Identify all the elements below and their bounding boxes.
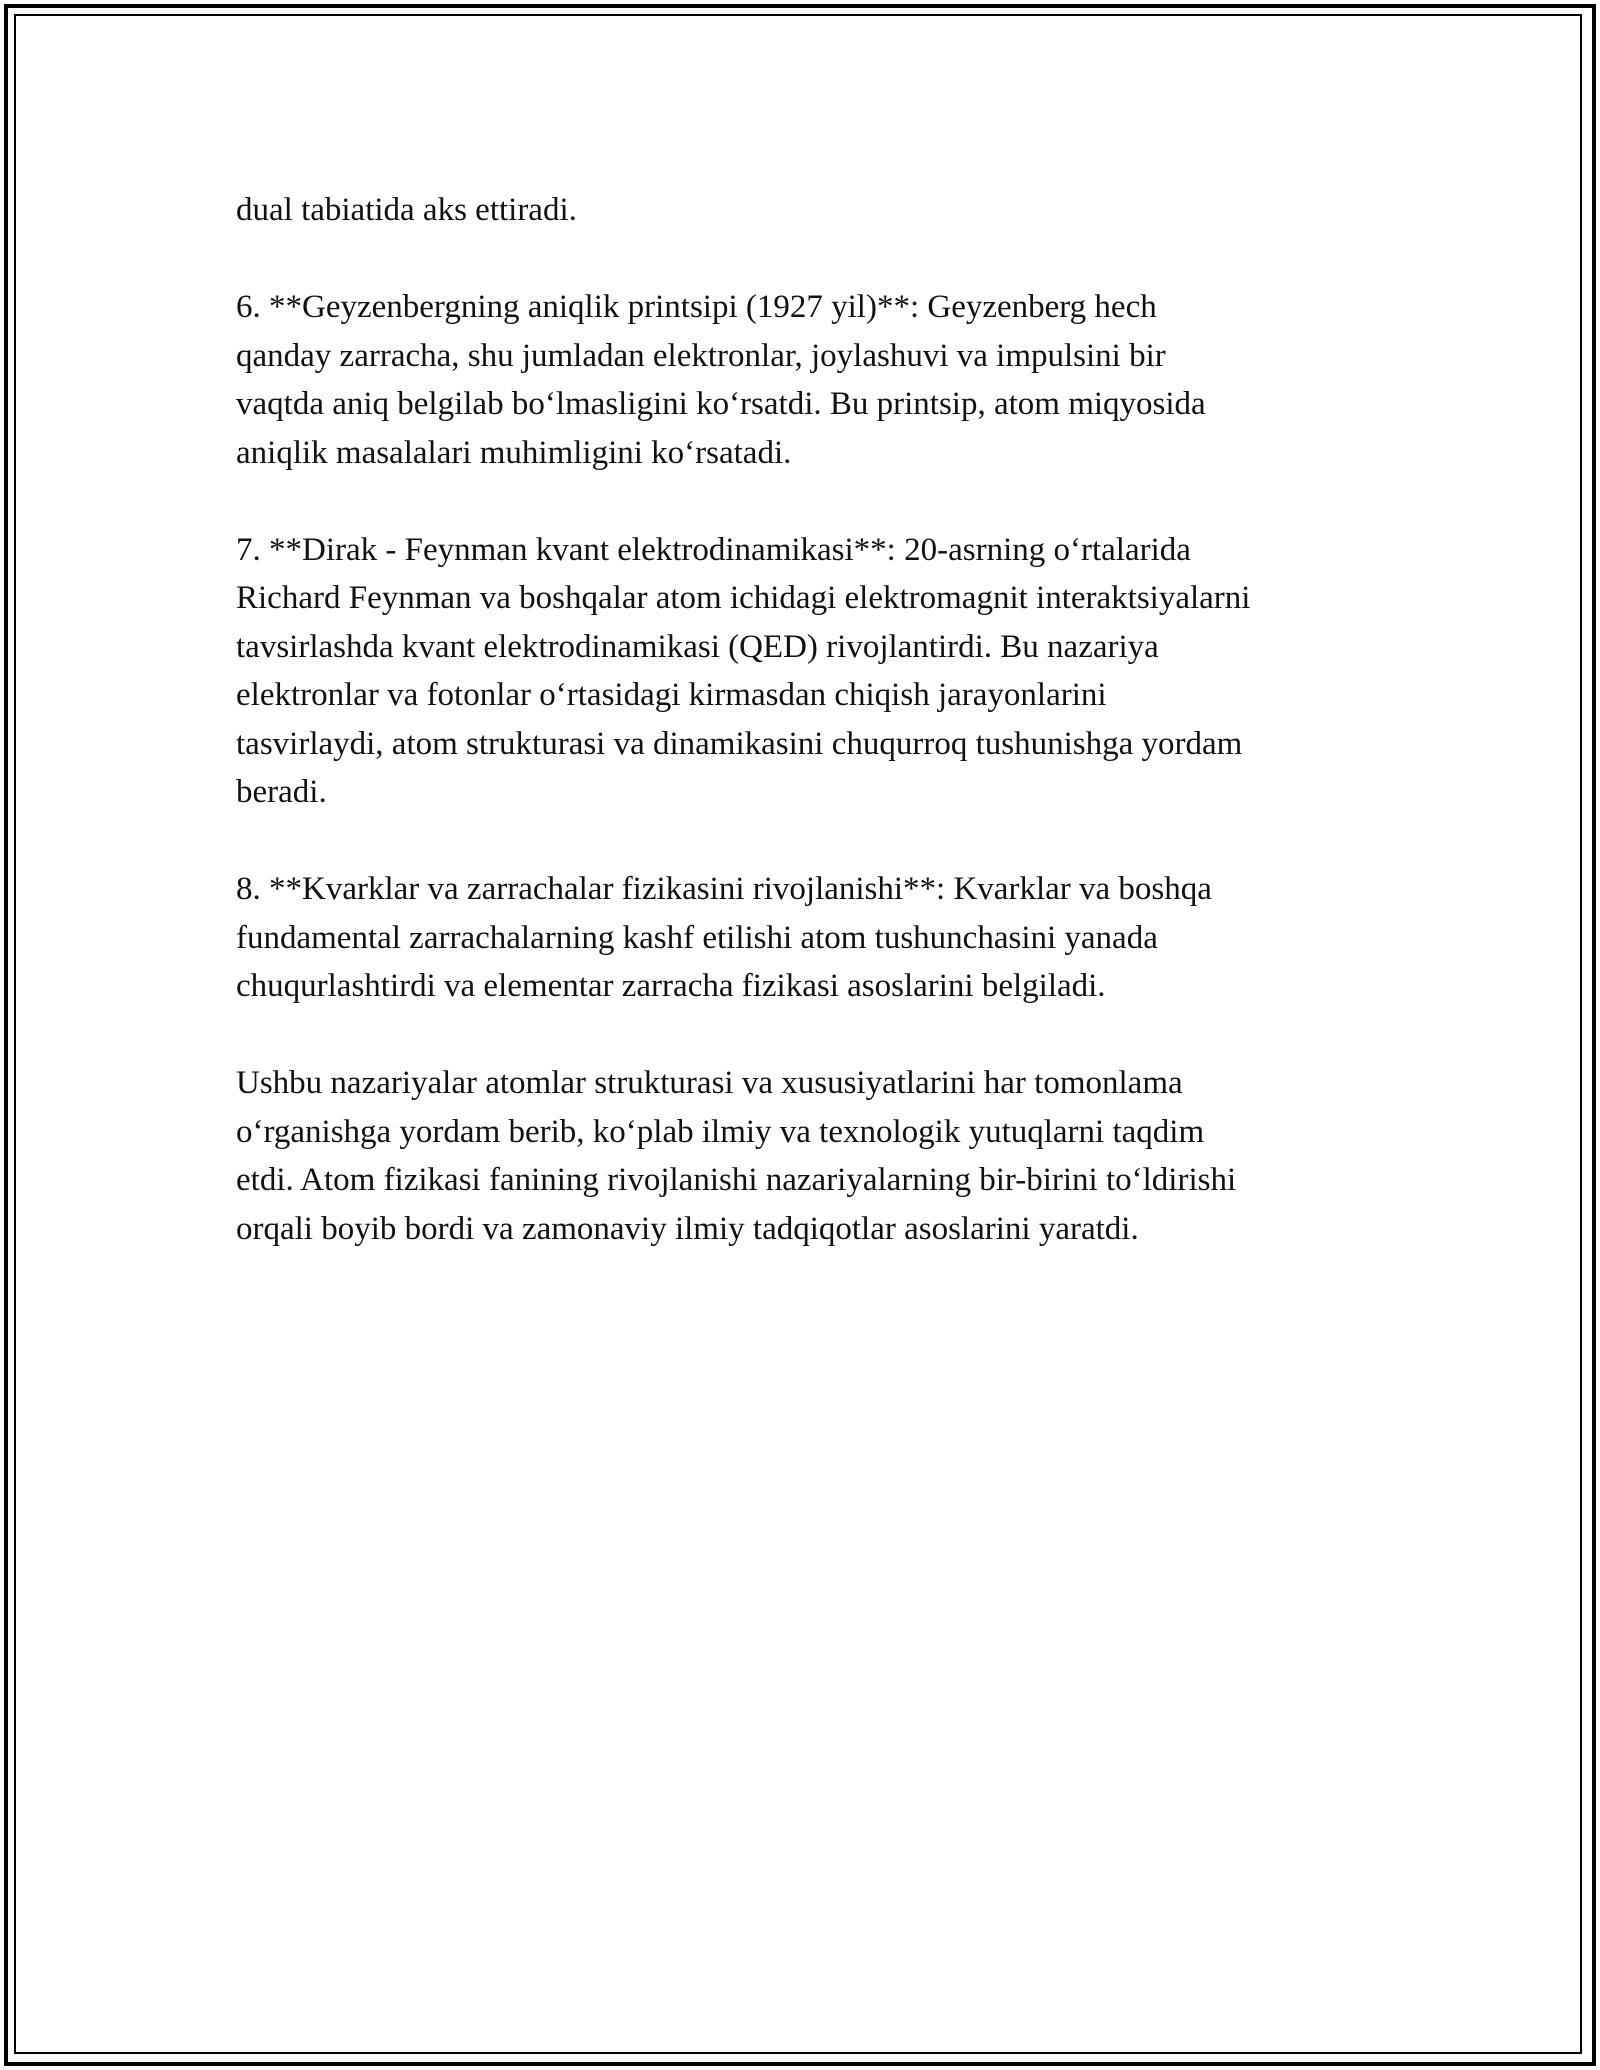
paragraph-item-7 [236, 526, 1386, 817]
paragraph-conclusion [236, 1059, 1386, 1253]
document-body [236, 186, 1386, 1253]
text-line: Ushbu nazariyalar atomlar strukturasi va xususiyatlarini har tomonlama [236, 1065, 1183, 1101]
text-line: aniqlik masalalari muhimligini ko‘rsatadi. [236, 434, 792, 471]
text-line: fundamental zarrachalarning kashf etilishi atom tushunchasini yanada [236, 919, 1158, 956]
text-line: etdi. Atom fizikasi fanining rivojlanishi nazariyalarning bir-birini to‘ldirishi [236, 1162, 1237, 1198]
text-line: 6. **Geyzenbergning aniqlik printsipi (1927 yil)**: Geyzenberg hech [236, 289, 1157, 325]
text-line: orqali boyib bordi va zamonaviy ilmiy tadqiqotlar asoslarini yaratdi. [236, 1210, 1139, 1247]
paragraph-item-8 [236, 865, 1386, 1011]
text-line: vaqtda aniq belgilab bo‘lmasligini ko‘rsatdi. Bu printsip, atom miqyosida [236, 386, 1206, 422]
text-line: o‘rganishga yordam berib, ko‘plab ilmiy va texnologik yutuqlarni taqdim [236, 1113, 1205, 1150]
text-line: beradi. [236, 774, 327, 810]
text-line: dual tabiatida aks ettiradi. [236, 192, 577, 228]
text-line: chuqurlashtirdi va elementar zarracha fizikasi asoslarini belgiladi. [236, 968, 1106, 1004]
paragraph-item-6 [236, 283, 1386, 477]
paragraph-gap [236, 817, 1386, 866]
text-line: Richard Feynman va boshqalar atom ichidagi elektromagnit interaktsiyalarni [236, 580, 1251, 616]
paragraph-continuation [236, 186, 1386, 235]
paragraph-gap [236, 1011, 1386, 1060]
text-line: 7. **Dirak - Feynman kvant elektrodinamikasi**: 20-asrning o‘rtalarida [236, 531, 1191, 568]
text-line: qanday zarracha, shu jumladan elektronlar, joylashuvi va impulsini bir [236, 337, 1166, 374]
text-line: tasvirlaydi, atom strukturasi va dinamikasini chuqurroq tushunishga yordam [236, 725, 1243, 762]
paragraph-gap [236, 235, 1386, 284]
text-line: tavsirlashda kvant elektrodinamikasi (QED) rivojlantirdi. Bu nazariya [236, 628, 1159, 665]
paragraph-gap [236, 477, 1386, 526]
text-line: elektronlar va fotonlar o‘rtasidagi kirmasdan chiqish jarayonlarini [236, 677, 1107, 713]
text-line: 8. **Kvarklar va zarrachalar fizikasini rivojlanishi**: Kvarklar va boshqa [236, 871, 1212, 907]
